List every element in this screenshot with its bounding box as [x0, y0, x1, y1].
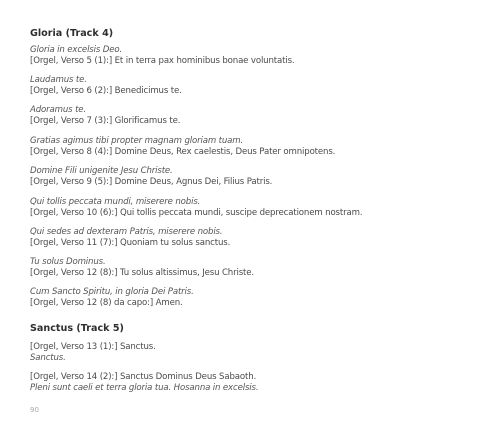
- sanctus-heading: Sanctus (Track 5): [30, 323, 124, 334]
- verso-line: [Orgel, Verso 13 (1):] Sanctus.: [30, 342, 156, 352]
- latin-line: Cum Sancto Spiritu, in gloria Dei Patris.: [30, 287, 194, 297]
- latin-line: Gratias agimus tibi propter magnam gloriam tuam.: [30, 136, 244, 146]
- gloria-block-4: [30, 136, 470, 158]
- verso-line: [Orgel, Verso 12 (8):] Tu solus altissimus, Jesu Christe.: [30, 268, 254, 278]
- verso-line: [Orgel, Verso 5 (1):] Et in terra pax hominibus bonae voluntatis.: [30, 56, 295, 66]
- sanctus-section: [30, 323, 470, 335]
- sanctus-block-2: [30, 372, 470, 394]
- verso-line: [Orgel, Verso 10 (6):] Qui tollis peccata mundi, suscipe deprecationem nostram.: [30, 208, 363, 218]
- latin-line: Sanctus.: [30, 353, 66, 363]
- verso-line: [Orgel, Verso 9 (5):] Domine Deus, Agnus Dei, Filius Patris.: [30, 177, 273, 187]
- gloria-block-1: [30, 45, 470, 67]
- gloria-block-3: [30, 105, 470, 127]
- verso-line: [Orgel, Verso 6 (2):] Benedicimus te.: [30, 86, 182, 96]
- latin-line: Tu solus Dominus.: [30, 257, 106, 267]
- sanctus-block-1: [30, 342, 470, 364]
- gloria-section: [30, 28, 470, 40]
- gloria-heading: Gloria (Track 4): [30, 28, 114, 39]
- verso-line: [Orgel, Verso 12 (8) da capo:] Amen.: [30, 298, 183, 308]
- latin-line: Qui tollis peccata mundi, miserere nobis.: [30, 197, 201, 207]
- verso-line: [Orgel, Verso 11 (7):] Quoniam tu solus sanctus.: [30, 238, 231, 248]
- latin-line: Laudamus te.: [30, 75, 87, 85]
- latin-line: Adoramus te.: [30, 105, 87, 115]
- latin-line: Pleni sunt caeli et terra gloria tua. Hosanna in excelsis.: [30, 383, 259, 393]
- page-number: 90: [30, 406, 39, 414]
- latin-line: Qui sedes ad dexteram Patris, miserere nobis.: [30, 227, 223, 237]
- gloria-block-6: [30, 197, 470, 219]
- gloria-block-2: [30, 75, 470, 97]
- gloria-block-5: [30, 166, 470, 188]
- latin-line: Gloria in excelsis Deo.: [30, 45, 123, 55]
- verso-line: [Orgel, Verso 14 (2):] Sanctus Dominus Deus Sabaoth.: [30, 372, 257, 382]
- latin-line: Domine Fili unigenite Jesu Christe.: [30, 166, 173, 176]
- gloria-block-9: [30, 287, 470, 309]
- verso-line: [Orgel, Verso 8 (4):] Domine Deus, Rex caelestis, Deus Pater omnipotens.: [30, 147, 336, 157]
- gloria-block-8: [30, 257, 470, 279]
- verso-line: [Orgel, Verso 7 (3):] Glorificamus te.: [30, 116, 181, 126]
- gloria-block-7: [30, 227, 470, 249]
